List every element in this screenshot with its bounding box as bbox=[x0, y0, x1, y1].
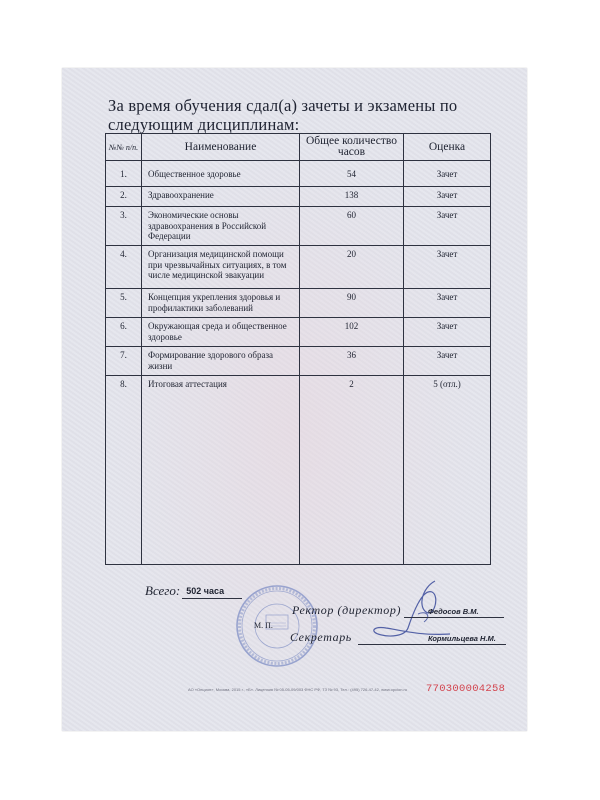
row-discipline: Организация медицинской помощи при чрезвычайных ситуациях, в том числе медицинской эвакуации bbox=[142, 246, 300, 289]
table-row bbox=[106, 246, 491, 289]
row-grade: 5 (отл.) bbox=[404, 376, 491, 565]
table-row bbox=[106, 207, 491, 246]
table-row bbox=[106, 187, 491, 207]
rector-label: Ректор (директор) bbox=[292, 603, 402, 617]
row-hours: 2 bbox=[300, 376, 404, 565]
row-num: 6. bbox=[106, 318, 142, 347]
row-hours: 90 bbox=[300, 289, 404, 318]
row-grade: Зачет bbox=[404, 289, 491, 318]
row-num: 5. bbox=[106, 289, 142, 318]
row-discipline: Общественное здоровье bbox=[142, 161, 300, 187]
row-grade: Зачет bbox=[404, 318, 491, 347]
row-num: 2. bbox=[106, 187, 142, 207]
row-hours: 20 bbox=[300, 246, 404, 289]
row-hours: 54 bbox=[300, 161, 404, 187]
stamp-place-label: М. П. bbox=[254, 621, 273, 630]
row-hours: 138 bbox=[300, 187, 404, 207]
rector-name: Федосов В.М. bbox=[428, 607, 479, 616]
round-seal-stamp bbox=[234, 583, 320, 669]
header-name: Наименование bbox=[142, 134, 300, 161]
total-label: Всего: bbox=[145, 583, 181, 598]
row-hours: 102 bbox=[300, 318, 404, 347]
total-hours bbox=[145, 582, 242, 599]
row-num: 4. bbox=[106, 246, 142, 289]
table-row bbox=[106, 318, 491, 347]
rector-signature-line bbox=[404, 617, 504, 618]
total-value: 502 часа bbox=[186, 586, 225, 596]
row-hours: 36 bbox=[300, 347, 404, 376]
row-num: 3. bbox=[106, 207, 142, 246]
table-row bbox=[106, 161, 491, 187]
row-discipline: Формирование здорового образа жизни bbox=[142, 347, 300, 376]
secretary-label: Секретарь bbox=[290, 630, 352, 644]
grades-table bbox=[105, 133, 491, 565]
row-discipline: Окружающая среда и общественное здоровье bbox=[142, 318, 300, 347]
serial-number: 770300004258 bbox=[426, 683, 506, 695]
secretary-signature-line bbox=[358, 644, 506, 645]
header-grade: Оценка bbox=[404, 134, 491, 161]
row-num: 1. bbox=[106, 161, 142, 187]
table-header-row bbox=[106, 134, 491, 161]
printer-info: АО «Опцион», Москва, 2015 г., «Б». Лицензия № 05-05-09/003 ФНС РФ, ТЗ № 93, Тел.: (495) 726-47-42, www.opcion.ru bbox=[188, 687, 408, 692]
table-row bbox=[106, 347, 491, 376]
row-hours: 60 bbox=[300, 207, 404, 246]
row-grade: Зачет bbox=[404, 347, 491, 376]
row-discipline: Итоговая аттестация bbox=[142, 376, 300, 565]
row-grade: Зачет bbox=[404, 246, 491, 289]
row-discipline: Экономические основы здравоохранения в Российской Федерации bbox=[142, 207, 300, 246]
row-grade: Зачет bbox=[404, 187, 491, 207]
secretary-name: Кормильцева Н.М. bbox=[428, 634, 496, 643]
header-num: №№ п/п. bbox=[106, 134, 142, 161]
row-discipline: Концепция укрепления здоровья и профилактики заболеваний bbox=[142, 289, 300, 318]
row-num: 8. bbox=[106, 376, 142, 565]
row-grade: Зачет bbox=[404, 207, 491, 246]
table-row bbox=[106, 376, 491, 565]
document-heading: За время обучения сдал(а) зачеты и экзамены по следующим дисциплинам: bbox=[108, 96, 458, 134]
header-hours: Общее количество часов bbox=[300, 134, 404, 161]
row-discipline: Здравоохранение bbox=[142, 187, 300, 207]
row-grade: Зачет bbox=[404, 161, 491, 187]
table-row bbox=[106, 289, 491, 318]
row-num: 7. bbox=[106, 347, 142, 376]
